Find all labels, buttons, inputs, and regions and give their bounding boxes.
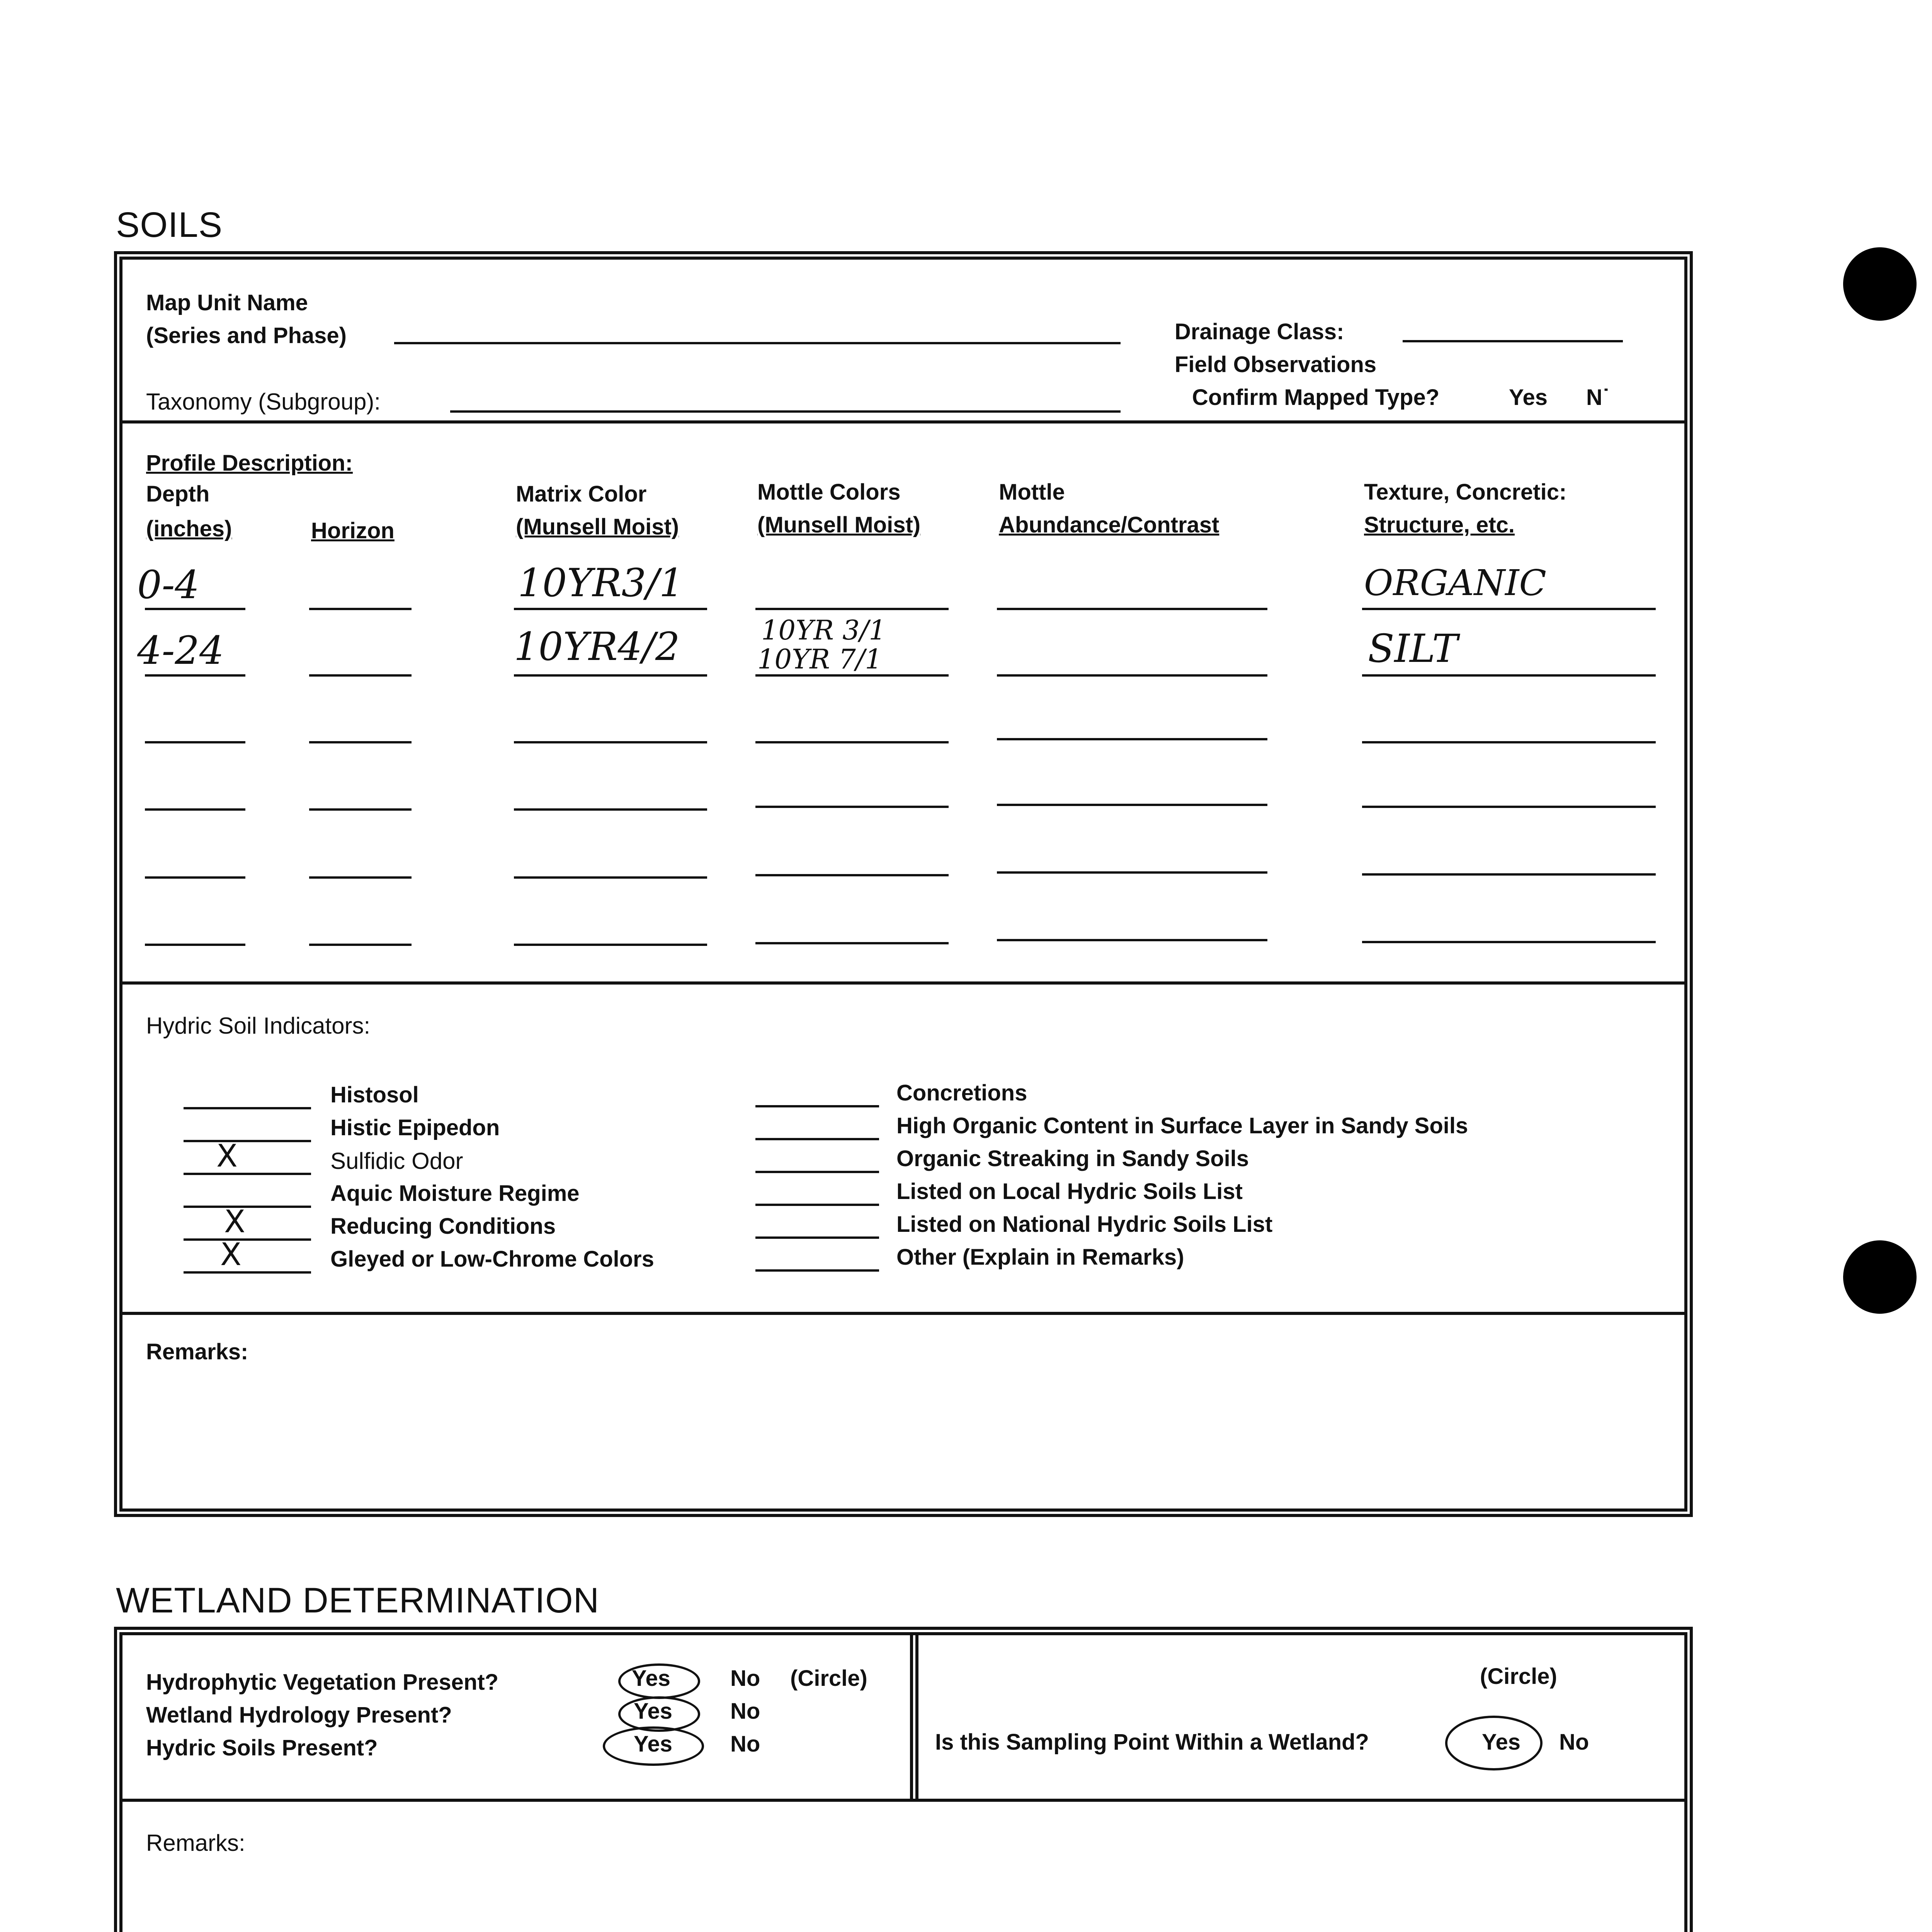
- indicator-other: Other (Explain in Remarks): [896, 1245, 1184, 1270]
- q3-no-option[interactable]: No: [730, 1731, 760, 1757]
- row4-mottle-color-line[interactable]: [755, 806, 949, 808]
- header-horizon: Horizon: [311, 518, 395, 543]
- indicator-local-list: Listed on Local Hydric Soils List: [896, 1179, 1243, 1204]
- q2-no-option[interactable]: No: [730, 1699, 760, 1724]
- row4-texture-line[interactable]: [1362, 806, 1656, 808]
- indicator-line-sulfidic-odor[interactable]: [184, 1173, 311, 1175]
- row3-horizon-line[interactable]: [309, 741, 412, 743]
- sampling-yes-option[interactable]: Yes: [1482, 1730, 1520, 1755]
- wetland-remarks-area[interactable]: [128, 1866, 1669, 1932]
- row1-horizon-line[interactable]: [309, 608, 412, 610]
- circle-note-right: (Circle): [1480, 1664, 1557, 1689]
- row5-matrix-line[interactable]: [514, 876, 707, 879]
- row2-horizon-line[interactable]: [309, 674, 412, 677]
- row1-depth-value: 0-4: [137, 562, 200, 607]
- row6-mottle-abundance-line[interactable]: [997, 939, 1267, 941]
- row2-mottle-color-2: 10YR 7/1: [757, 643, 882, 675]
- divider-hydric: [120, 981, 1687, 985]
- indicator-line-histosol[interactable]: [184, 1107, 311, 1109]
- header-depth-unit: (inches): [146, 516, 232, 541]
- q2-yes-option[interactable]: Yes: [634, 1699, 672, 1724]
- row4-mottle-abundance-line[interactable]: [997, 804, 1267, 806]
- header-mottle-colors-sub: (Munsell Moist): [757, 512, 921, 537]
- row4-depth-line[interactable]: [145, 808, 245, 811]
- series-phase-label: (Series and Phase): [146, 323, 347, 348]
- indicator-gleyed: Gleyed or Low-Chrome Colors: [330, 1247, 654, 1272]
- row5-depth-line[interactable]: [145, 876, 245, 879]
- row3-matrix-line[interactable]: [514, 741, 707, 743]
- drainage-class-field[interactable]: [1403, 340, 1623, 342]
- row6-mottle-color-line[interactable]: [755, 942, 949, 944]
- row1-matrix-line[interactable]: [514, 608, 707, 610]
- row3-mottle-color-line[interactable]: [755, 741, 949, 743]
- indicator-line-histic-epipedon[interactable]: [184, 1140, 311, 1142]
- indicator-aquic-moisture: Aquic Moisture Regime: [330, 1181, 580, 1206]
- wetland-title: WETLAND DETERMINATION: [116, 1581, 600, 1620]
- row6-matrix-line[interactable]: [514, 944, 707, 946]
- sampling-no-option[interactable]: No: [1559, 1730, 1589, 1755]
- header-mottle-colors: Mottle Colors: [757, 480, 901, 505]
- row3-depth-line[interactable]: [145, 741, 245, 743]
- row2-matrix-value: 10YR4/2: [514, 624, 680, 669]
- circle-note-left: (Circle): [790, 1666, 867, 1691]
- row4-horizon-line[interactable]: [309, 808, 412, 811]
- header-matrix-color: Matrix Color: [516, 481, 647, 507]
- series-phase-field[interactable]: [394, 342, 1121, 344]
- row1-texture-value: ORGANIC: [1364, 562, 1546, 604]
- hydric-indicators-label: Hydric Soil Indicators:: [146, 1013, 371, 1039]
- row2-mottle-abundance-line[interactable]: [997, 674, 1267, 677]
- soils-title: SOILS: [116, 205, 223, 245]
- row1-depth-line[interactable]: [145, 608, 245, 610]
- row5-mottle-color-line[interactable]: [755, 874, 949, 876]
- indicator-line-other[interactable]: [755, 1269, 879, 1272]
- confirm-yes-option[interactable]: Yes: [1509, 385, 1548, 410]
- header-texture: Texture, Concretic:: [1364, 480, 1567, 505]
- header-mottle: Mottle: [999, 480, 1065, 505]
- indicator-line-organic-streaking[interactable]: [755, 1171, 879, 1173]
- indicator-national-list: Listed on National Hydric Soils List: [896, 1212, 1273, 1237]
- indicator-histic-epipedon: Histic Epipedon: [330, 1115, 500, 1140]
- row1-texture-line[interactable]: [1362, 608, 1656, 610]
- row1-mottle-color-line[interactable]: [755, 608, 949, 610]
- row2-texture-line[interactable]: [1362, 674, 1656, 677]
- row1-matrix-value: 10YR3/1: [518, 560, 684, 605]
- wetland-column-divider: [910, 1633, 913, 1799]
- q-wetland-hydrology: Wetland Hydrology Present?: [146, 1702, 452, 1728]
- taxonomy-label: Taxonomy (Subgroup):: [146, 389, 381, 415]
- indicator-reducing-conditions: Reducing Conditions: [330, 1214, 556, 1239]
- divider-remarks: [120, 1312, 1687, 1315]
- reducing-conditions-check-mark: X: [224, 1204, 245, 1240]
- confirm-mapped-type-label: Confirm Mapped Type?: [1192, 385, 1440, 410]
- taxonomy-field[interactable]: [450, 410, 1121, 413]
- field-observations-label: Field Observations: [1175, 352, 1377, 377]
- indicator-line-local-list[interactable]: [755, 1204, 879, 1206]
- row6-depth-line[interactable]: [145, 944, 245, 946]
- row2-depth-value: 4-24: [137, 628, 224, 673]
- row2-depth-line[interactable]: [145, 674, 245, 677]
- soils-box: [114, 251, 1693, 1517]
- wetland-remarks-label: Remarks:: [146, 1830, 245, 1856]
- row5-mottle-abundance-line[interactable]: [997, 871, 1267, 874]
- profile-description-label: Profile Description:: [146, 451, 353, 476]
- q1-no-option[interactable]: No: [730, 1666, 760, 1691]
- q-hydric-soils: Hydric Soils Present?: [146, 1735, 378, 1760]
- sampling-point-question: Is this Sampling Point Within a Wetland?: [935, 1730, 1369, 1755]
- confirm-no-option[interactable]: N˙: [1586, 385, 1610, 410]
- indicator-high-organic: High Organic Content in Surface Layer in Sandy Soils: [896, 1113, 1468, 1138]
- header-texture-sub: Structure, etc.: [1364, 512, 1515, 537]
- binder-hole-middle: [1843, 1240, 1917, 1314]
- indicator-histosol: Histosol: [330, 1082, 419, 1107]
- indicator-sulfidic-odor: Sulfidic Odor: [330, 1148, 463, 1174]
- row5-horizon-line[interactable]: [309, 876, 412, 879]
- row6-horizon-line[interactable]: [309, 944, 412, 946]
- soils-remarks-label: Remarks:: [146, 1339, 248, 1364]
- q3-yes-option[interactable]: Yes: [634, 1731, 672, 1757]
- map-unit-name-label: Map Unit Name: [146, 290, 308, 315]
- row1-mottle-abundance-line[interactable]: [997, 608, 1267, 610]
- indicator-line-aquic-moisture[interactable]: [184, 1206, 311, 1208]
- row3-mottle-abundance-line[interactable]: [997, 738, 1267, 740]
- binder-hole-top: [1843, 247, 1917, 321]
- header-mottle-sub: Abundance/Contrast: [999, 512, 1219, 537]
- row5-texture-line[interactable]: [1362, 873, 1656, 876]
- q3-yes-circle: [603, 1726, 704, 1766]
- indicator-line-gleyed[interactable]: [184, 1271, 311, 1274]
- row4-matrix-line[interactable]: [514, 808, 707, 811]
- row2-matrix-line[interactable]: [514, 674, 707, 677]
- gleyed-check-mark: X: [220, 1236, 242, 1272]
- indicator-organic-streaking: Organic Streaking in Sandy Soils: [896, 1146, 1249, 1171]
- indicator-concretions: Concretions: [896, 1080, 1027, 1105]
- row3-texture-line[interactable]: [1362, 741, 1656, 743]
- indicator-line-national-list[interactable]: [755, 1236, 879, 1239]
- header-depth: Depth: [146, 481, 210, 507]
- drainage-class-label: Drainage Class:: [1175, 319, 1344, 344]
- wetland-divider: [120, 1799, 1687, 1802]
- indicator-line-high-organic[interactable]: [755, 1138, 879, 1140]
- row6-texture-line[interactable]: [1362, 941, 1656, 943]
- header-matrix-color-sub: (Munsell Moist): [516, 514, 679, 539]
- q1-yes-circle: [618, 1663, 700, 1699]
- q1-yes-option[interactable]: Yes: [632, 1666, 670, 1691]
- divider-profile: [120, 420, 1687, 423]
- sampling-yes-circle: [1445, 1716, 1543, 1770]
- row2-texture-value: SILT: [1368, 626, 1458, 671]
- indicator-line-reducing-conditions[interactable]: [184, 1238, 311, 1241]
- soils-remarks-area[interactable]: [128, 1376, 1669, 1499]
- indicator-line-concretions[interactable]: [755, 1105, 879, 1107]
- row2-mottle-color-1: 10YR 3/1: [761, 614, 886, 646]
- sulfidic-odor-check-mark: X: [216, 1138, 238, 1174]
- q-hydrophytic-vegetation: Hydrophytic Vegetation Present?: [146, 1670, 499, 1695]
